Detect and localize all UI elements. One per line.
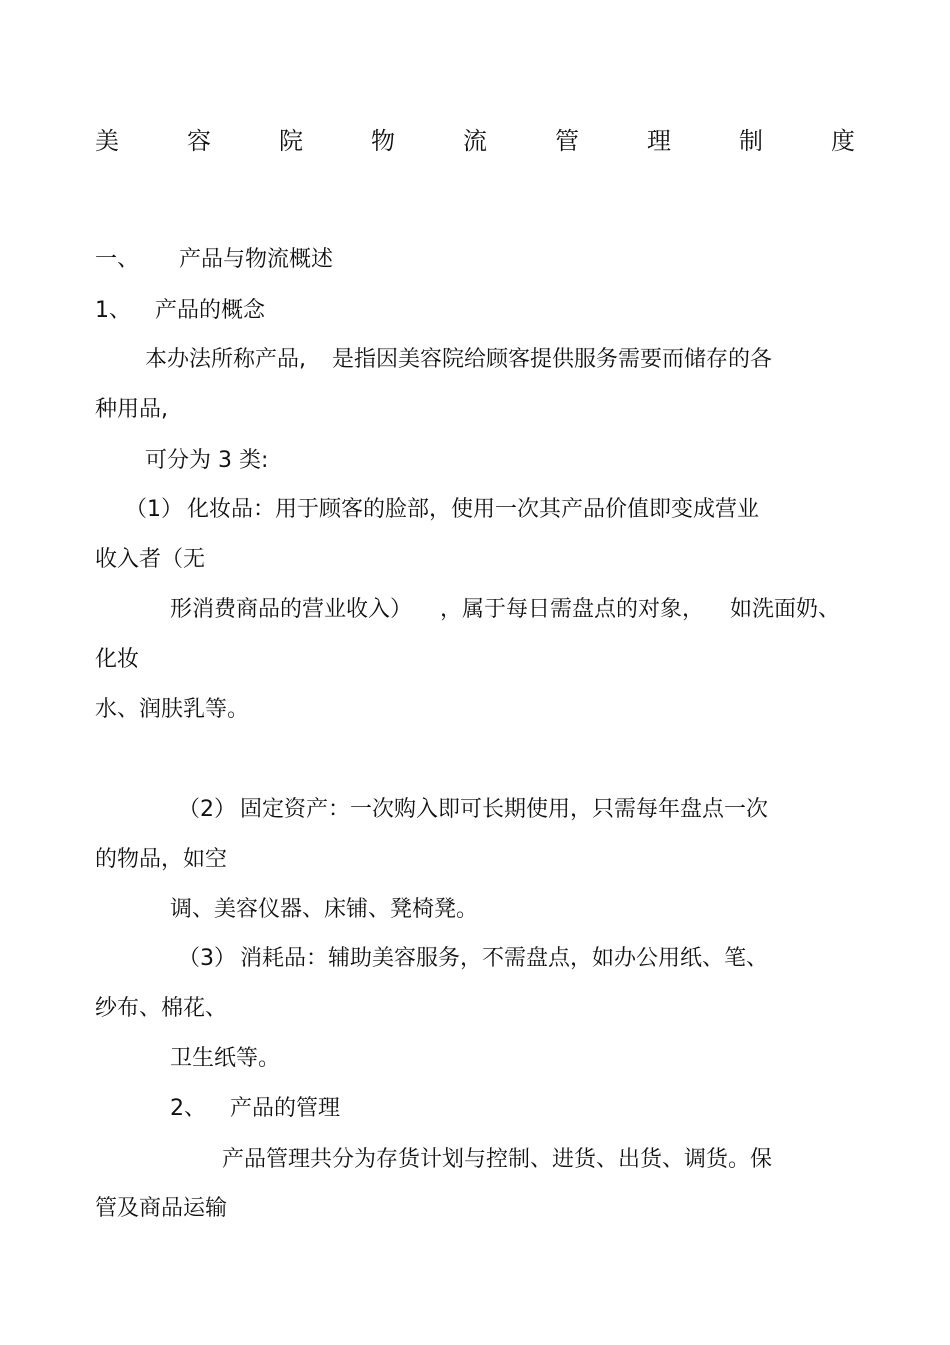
text-span: 本办法所称产品, (145, 347, 306, 372)
list-item-1-line (125, 496, 759, 524)
title-char: 制 (739, 127, 763, 155)
title-char: 院 (279, 127, 303, 155)
text-span: 形消费商品的营业收入） (170, 597, 413, 622)
title-char: 容 (187, 127, 211, 155)
section-title: 产品与物流概述 (179, 247, 334, 272)
text-span: 固定资产：一次购入即可长期使用，只需每年盘点一次 (240, 797, 769, 822)
paragraph-line: 可分为 3 类: (145, 448, 269, 473)
subsection-title: 产品的概念 (155, 298, 266, 323)
list-item-1-line: 收入者（无 (95, 547, 206, 572)
title-char: 理 (647, 127, 671, 155)
list-item-3-line: 纱布、棉花、 (95, 996, 228, 1021)
text-span: 化妆品：用于顾客的脸部，使用一次其产品价值即变成营业 (187, 497, 760, 522)
list-item-2-line (178, 796, 768, 824)
paragraph-line (145, 346, 772, 374)
list-item-1-line: 水、润肤乳等。 (95, 697, 250, 722)
list-item-2-line: 调、美容仪器、床铺、凳椅凳。 (170, 897, 479, 922)
title-char: 流 (463, 127, 487, 155)
subsection-number: 1、 (95, 298, 131, 323)
list-item-label: （3） (178, 946, 236, 971)
paragraph-line: 种用品, (95, 397, 168, 422)
list-item-3-line: 卫生纸等。 (170, 1046, 281, 1071)
list-item-2-line: 的物品，如空 (95, 847, 228, 872)
text-span: 是指因美容院给顾客提供服务需要而储存的各 (332, 347, 773, 372)
text-span: 消耗品：辅助美容服务，不需盘点，如办公用纸、笔、 (240, 946, 769, 971)
list-item-label: （2） (178, 797, 236, 822)
text-span: ，属于每日需盘点的对象， (440, 597, 705, 622)
title-char: 度 (831, 127, 855, 155)
title-char: 美 (95, 127, 119, 155)
subsection-heading-2 (170, 1095, 340, 1123)
list-item-1-line: 化妆 (95, 647, 140, 672)
paragraph-line: 管及商品运输 (95, 1196, 228, 1221)
subsection-title: 产品的管理 (230, 1096, 341, 1121)
list-item-3-line (178, 945, 768, 973)
paragraph-line: 产品管理共分为存货计划与控制、进货、出货、调货。保 (222, 1147, 773, 1172)
subsection-number: 2、 (170, 1096, 206, 1121)
subsection-heading-1 (95, 297, 265, 325)
title-char: 物 (371, 127, 395, 155)
text-span: 如洗面奶、 (730, 597, 841, 622)
title-char: 管 (555, 127, 579, 155)
list-item-label: （1） (125, 497, 183, 522)
section-number: 一、 (95, 247, 140, 272)
section-heading-1 (95, 246, 333, 274)
document-title (95, 126, 855, 156)
list-item-1-line (170, 596, 840, 624)
